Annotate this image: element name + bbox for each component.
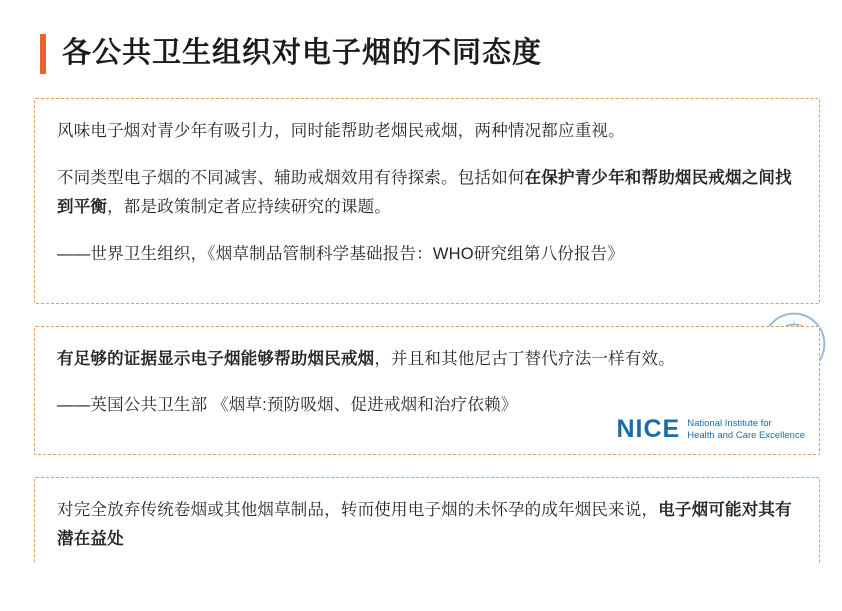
quote-card-who — [34, 98, 820, 304]
third-paragraph-lead: 对完全放弃传统卷烟或其他烟草制品，转而使用电子烟的未怀孕的成年烟民来说， — [57, 501, 659, 520]
nice-logo-subtitle-line2: Health and Care Excellence — [687, 429, 805, 441]
nice-logo-subtitle — [687, 418, 805, 442]
who-source: ——世界卫生组织，《烟草制品管制科学基础报告：WHO研究组第八份报告》 — [57, 244, 625, 263]
who-paragraph-2-lead: 不同类型电子烟的不同减害、辅助戒烟效用有待探索。包括如何 — [57, 168, 525, 187]
title-accent-bar — [40, 34, 46, 74]
page-title-row — [0, 0, 842, 74]
nice-logo — [617, 415, 806, 444]
phe-paragraph — [57, 345, 797, 374]
third-paragraph — [57, 496, 797, 554]
third-paragraph-strong: 电子烟可能对其有潜在益处 — [57, 501, 792, 549]
page-title: 各公共卫生组织对电子烟的不同态度 — [62, 37, 543, 70]
phe-paragraph-strong: 有足够的证据显示电子烟能够帮助烟民戒烟 — [57, 349, 375, 368]
nice-logo-subtitle-line1: National Institute for — [687, 417, 772, 429]
quote-card-phe — [34, 326, 820, 456]
nice-logo-word: NICE — [616, 415, 681, 444]
who-paragraph-2 — [57, 164, 797, 222]
phe-source: ——英国公共卫生部 《烟草:预防吸烟、促进戒烟和治疗依赖》 — [57, 396, 518, 415]
who-paragraph-2-tail: ，都是政策制定者应持续研究的课题。 — [107, 197, 392, 216]
phe-paragraph-tail: ，并且和其他尼古丁替代疗法一样有效。 — [374, 349, 675, 368]
who-paragraph-2-strong: 在保护青少年和帮助烟民戒烟之间找到平衡 — [57, 168, 792, 216]
who-paragraph-1: 风味电子烟对青少年有吸引力，同时能帮助老烟民戒烟，两种情况都应重视。 — [57, 122, 625, 140]
quote-card-third — [34, 477, 820, 564]
quote-card-list — [0, 98, 842, 564]
